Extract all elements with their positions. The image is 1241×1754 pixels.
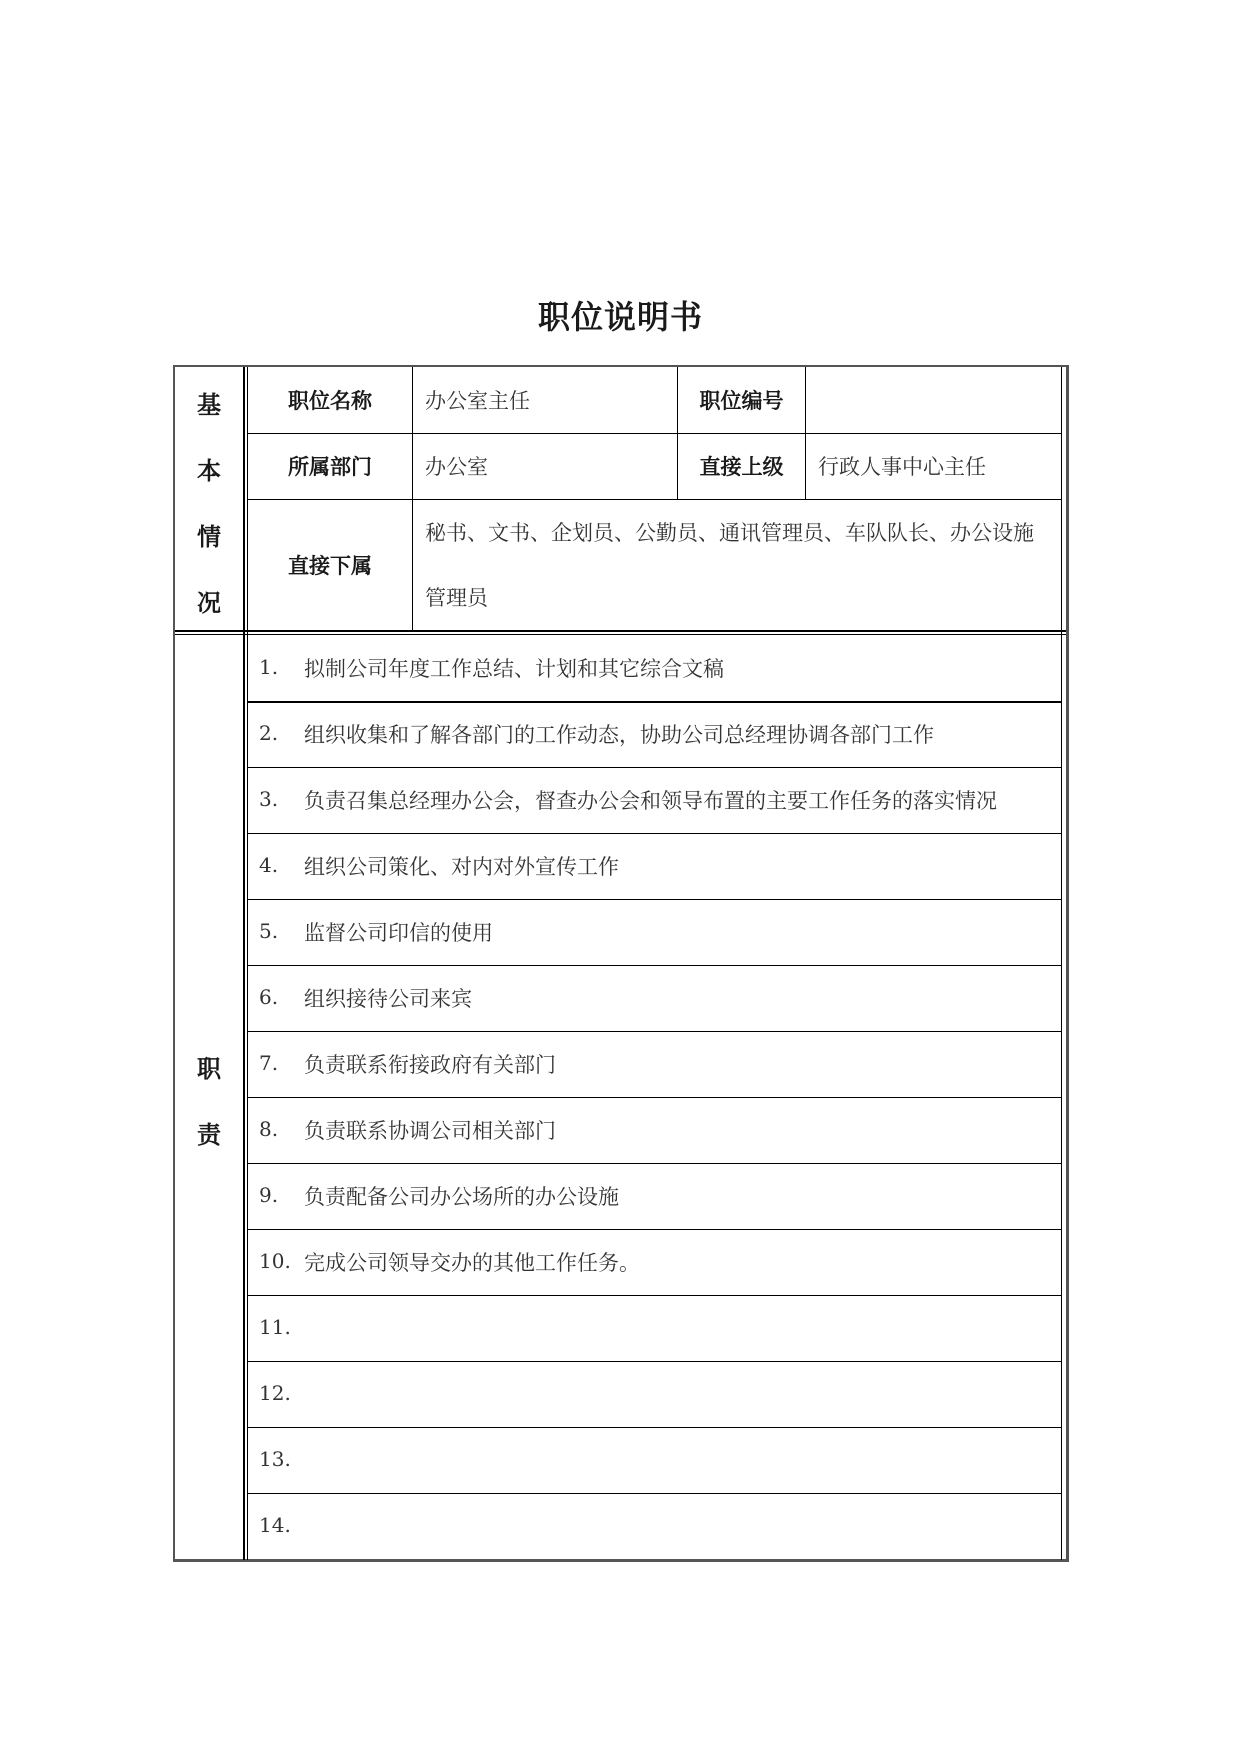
duty-row	[247, 1031, 1062, 1097]
basic-section-label-3: 情	[197, 523, 221, 551]
basic-section-label-1: 基	[197, 391, 221, 419]
duty-number: 13.	[259, 1447, 291, 1471]
duty-row	[247, 1295, 1062, 1361]
duty-text: 组织收集和了解各部门的工作动态，协助公司总经理协调各部门工作	[304, 723, 934, 747]
position-name-value: 办公室主任	[425, 389, 530, 413]
department-value: 办公室	[425, 455, 488, 479]
duty-number: 6.	[259, 985, 279, 1009]
duty-text: 负责联系衔接政府有关部门	[304, 1053, 556, 1077]
basic-section-label-4: 况	[197, 589, 221, 617]
duty-row	[247, 701, 1062, 767]
subordinates-label: 直接下属	[288, 553, 372, 578]
duty-text: 组织接待公司来宾	[304, 987, 472, 1011]
duty-number: 7.	[259, 1051, 279, 1075]
basic-section-label-2: 本	[197, 457, 221, 485]
duty-text: 完成公司领导交办的其他工作任务。	[304, 1251, 640, 1275]
superior-label: 直接上级	[699, 455, 784, 479]
document-title: 职位说明书	[537, 298, 703, 336]
duty-row	[247, 1493, 1062, 1559]
duty-number: 2.	[259, 721, 279, 745]
duty-number: 1.	[259, 655, 279, 679]
duty-number: 5.	[259, 919, 279, 943]
duty-text: 拟制公司年度工作总结、计划和其它综合文稿	[304, 657, 724, 681]
duty-row	[247, 1229, 1062, 1295]
subordinates-line2: 管理员	[425, 586, 488, 610]
duty-number: 12.	[259, 1381, 291, 1405]
position-code-label: 职位编号	[699, 389, 784, 413]
subordinates-line1: 秘书、文书、企划员、公勤员、通讯管理员、车队队长、办公设施	[425, 521, 1034, 545]
department-label: 所属部门	[288, 455, 372, 479]
duty-number: 8.	[259, 1117, 279, 1141]
duty-text: 监督公司印信的使用	[304, 921, 493, 945]
duty-section-label-1: 职	[197, 1055, 221, 1083]
job-description-table	[173, 365, 1069, 1562]
position-code-value	[818, 367, 1058, 433]
duty-row	[247, 833, 1062, 899]
duty-row	[247, 1097, 1062, 1163]
duty-number: 9.	[259, 1183, 279, 1207]
duty-row	[247, 635, 1062, 701]
duty-text: 组织公司策化、对内对外宣传工作	[304, 855, 619, 879]
duty-number: 14.	[259, 1513, 291, 1537]
duty-row	[247, 1427, 1062, 1493]
duty-row	[247, 1163, 1062, 1229]
duty-number: 4.	[259, 853, 279, 877]
duty-text: 负责配备公司办公场所的办公设施	[304, 1185, 619, 1209]
duty-row	[247, 1361, 1062, 1427]
duty-number: 10.	[259, 1249, 291, 1273]
duty-text: 负责联系协调公司相关部门	[304, 1119, 556, 1143]
duty-text: 负责召集总经理办公会，督查办公会和领导布置的主要工作任务的落实情况	[304, 789, 997, 813]
duty-row	[247, 899, 1062, 965]
duty-section-label-2: 责	[197, 1121, 221, 1149]
position-name-label: 职位名称	[288, 389, 372, 413]
duty-row	[247, 767, 1062, 833]
duty-number: 11.	[259, 1315, 291, 1339]
duty-number: 3.	[259, 787, 279, 811]
duty-row	[247, 965, 1062, 1031]
superior-value: 行政人事中心主任	[818, 455, 986, 479]
